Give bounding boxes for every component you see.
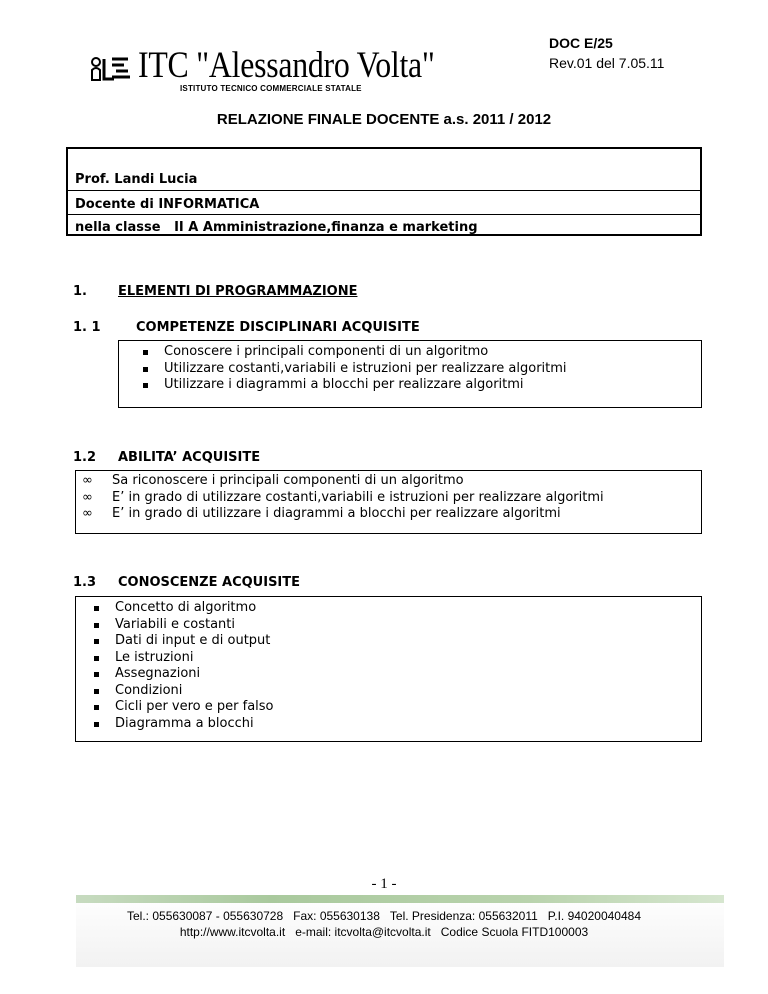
footer-piva: P.I. 94020040484 bbox=[547, 909, 641, 923]
section-title: ELEMENTI DI PROGRAMMAZIONE bbox=[118, 284, 358, 299]
document-code: DOC E/25 bbox=[549, 35, 613, 51]
list-item: Assegnazioni bbox=[86, 666, 274, 683]
infinity-bullet-icon: ∞ bbox=[82, 473, 93, 488]
teacher-name: Prof. Landi Lucia bbox=[75, 172, 198, 187]
report-title: RELAZIONE FINALE DOCENTE a.s. 2011 / 2012 bbox=[216, 111, 552, 128]
list-item: Utilizzare i diagrammi a blocchi per realizzare algoritmi bbox=[135, 377, 567, 394]
list-item: Cicli per vero e per falso bbox=[86, 699, 274, 716]
footer-codice: Codice Scuola FITD100003 bbox=[440, 925, 589, 939]
section-number: 1. bbox=[73, 284, 87, 299]
document-revision: Rev.01 del 7.05.11 bbox=[549, 55, 665, 71]
teacher-info-box bbox=[66, 147, 702, 236]
subsection-title: ABILITA’ ACQUISITE bbox=[118, 450, 261, 465]
infinity-bullet-icon: ∞ bbox=[82, 506, 93, 521]
competenze-box bbox=[118, 340, 702, 408]
list-item: Utilizzare costanti,variabili e istruzioni per realizzare algoritmi bbox=[135, 361, 567, 378]
divider bbox=[68, 190, 700, 191]
list-item: Dati di input e di output bbox=[86, 633, 274, 650]
page-number: - 1 - bbox=[371, 876, 397, 892]
school-subtitle: ISTITUTO TECNICO COMMERCIALE STATALE bbox=[180, 84, 362, 93]
subsection-number: 1. 1 bbox=[73, 320, 101, 335]
list-item: ∞ E’ in grado di utilizzare i diagrammi a blocchi per realizzare algoritmi bbox=[82, 506, 561, 521]
divider bbox=[68, 214, 700, 215]
abilita-list bbox=[76, 473, 604, 523]
conoscenze-box bbox=[75, 596, 702, 742]
list-item: Le istruzioni bbox=[86, 650, 274, 667]
list-item: Conoscere i principali componenti di un algoritmo bbox=[135, 344, 567, 361]
subsection-number: 1.3 bbox=[73, 575, 97, 590]
subsection-number: 1.2 bbox=[73, 450, 97, 465]
footer-email[interactable]: e-mail: itcvolta@itcvolta.it bbox=[295, 925, 431, 939]
class-value: II A Amministrazione,finanza e marketing bbox=[174, 220, 478, 235]
subsection-title: COMPETENZE DISCIPLINARI ACQUISITE bbox=[136, 320, 420, 335]
infinity-bullet-icon: ∞ bbox=[82, 489, 93, 505]
list-item: ∞ E’ in grado di utilizzare costanti,variabili e istruzioni per realizzare algoritmi bbox=[82, 489, 604, 505]
footer-links bbox=[0, 925, 768, 939]
teacher-subject: Docente di INFORMATICA bbox=[75, 197, 260, 212]
list-item: Variabili e costanti bbox=[86, 617, 274, 634]
competenze-list bbox=[135, 344, 567, 394]
footer-bar bbox=[76, 895, 724, 903]
teacher-class bbox=[75, 220, 478, 235]
class-label: nella classe bbox=[75, 220, 161, 235]
footer-contacts bbox=[0, 909, 768, 923]
list-item: Concetto di algoritmo bbox=[86, 600, 274, 617]
school-logo-icon bbox=[90, 56, 134, 82]
conoscenze-list bbox=[86, 600, 274, 732]
list-item: Condizioni bbox=[86, 683, 274, 700]
abilita-box bbox=[75, 470, 702, 534]
school-name: ITC "Alessandro Volta" bbox=[138, 45, 435, 86]
list-item: ∞ Sa riconoscere i principali componenti di un algoritmo bbox=[82, 473, 464, 488]
list-item: Diagramma a blocchi bbox=[86, 716, 274, 733]
footer-presidenza: Tel. Presidenza: 055632011 bbox=[389, 909, 538, 923]
footer-fax: Fax: 055630138 bbox=[293, 909, 380, 923]
subsection-title: CONOSCENZE ACQUISITE bbox=[118, 575, 301, 590]
footer-web-link[interactable]: http://www.itcvolta.it bbox=[179, 925, 286, 939]
footer-tel: Tel.: 055630087 - 055630728 bbox=[127, 909, 284, 923]
